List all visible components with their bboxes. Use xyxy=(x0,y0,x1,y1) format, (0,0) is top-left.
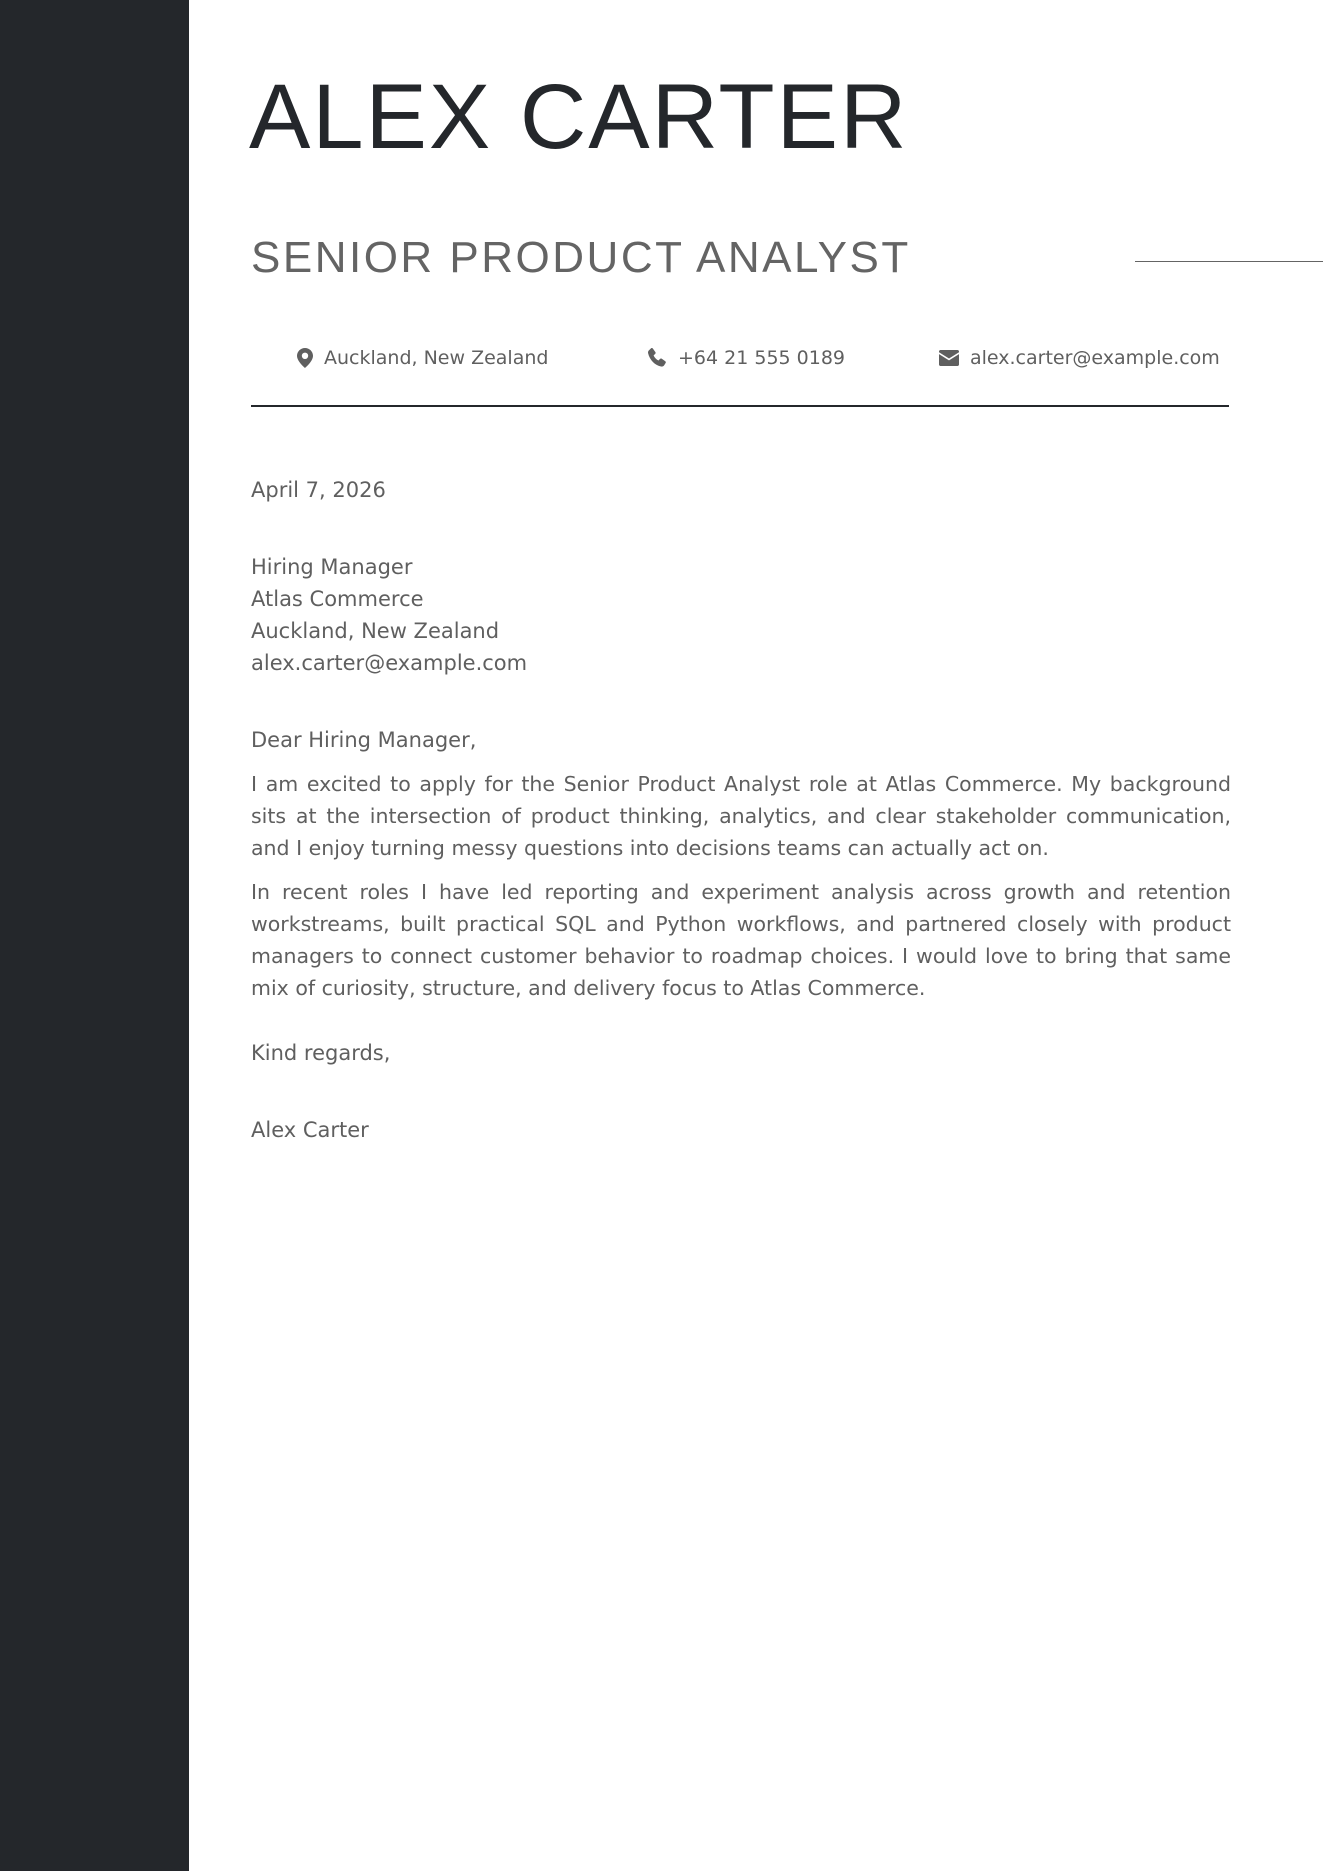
contact-location-text: Auckland, New Zealand xyxy=(324,347,549,369)
recipient-block xyxy=(251,551,1231,679)
title-divider xyxy=(1135,261,1323,262)
signature-name: Alex Carter xyxy=(251,1118,369,1142)
letter-body xyxy=(251,474,1231,1146)
candidate-name: ALEX CARTER xyxy=(249,66,909,168)
recipient-name: Hiring Manager xyxy=(251,555,413,579)
recipient-company: Atlas Commerce xyxy=(251,587,424,611)
sidebar-panel xyxy=(0,0,189,1871)
map-pin-icon xyxy=(297,348,313,368)
envelope-icon xyxy=(939,350,959,366)
closing: Kind regards, xyxy=(251,1041,391,1065)
contact-email xyxy=(939,344,1220,372)
job-title: SENIOR PRODUCT ANALYST xyxy=(251,233,911,282)
contact-phone xyxy=(647,344,845,372)
recipient-email[interactable]: alex.carter@example.com xyxy=(251,651,528,675)
letter-date: April 7, 2026 xyxy=(251,478,386,502)
letter-paragraph: In recent roles I have led reporting and experiment analysis across growth and retention workstreams, built practical SQL and Python workflows, and partnered closely with product managers to connect customer behavior to roadmap choices. I would love to bring that same mix of curiosity, structure, and delivery focus to Atlas Commerce. xyxy=(251,880,1231,1000)
letter-paragraph: I am excited to apply for the Senior Product Analyst role at Atlas Commerce. My background sits at the intersection of product thinking, analytics, and clear stakeholder communication, and I enjoy turning messy questions into decisions teams can actually act on. xyxy=(251,772,1231,860)
phone-icon xyxy=(647,348,667,368)
contact-location xyxy=(297,344,548,372)
contact-phone-text[interactable]: +64 21 555 0189 xyxy=(678,347,846,369)
contact-email-text[interactable]: alex.carter@example.com xyxy=(970,347,1220,369)
header-divider xyxy=(251,405,1229,407)
salutation: Dear Hiring Manager, xyxy=(251,728,477,752)
recipient-location: Auckland, New Zealand xyxy=(251,619,500,643)
